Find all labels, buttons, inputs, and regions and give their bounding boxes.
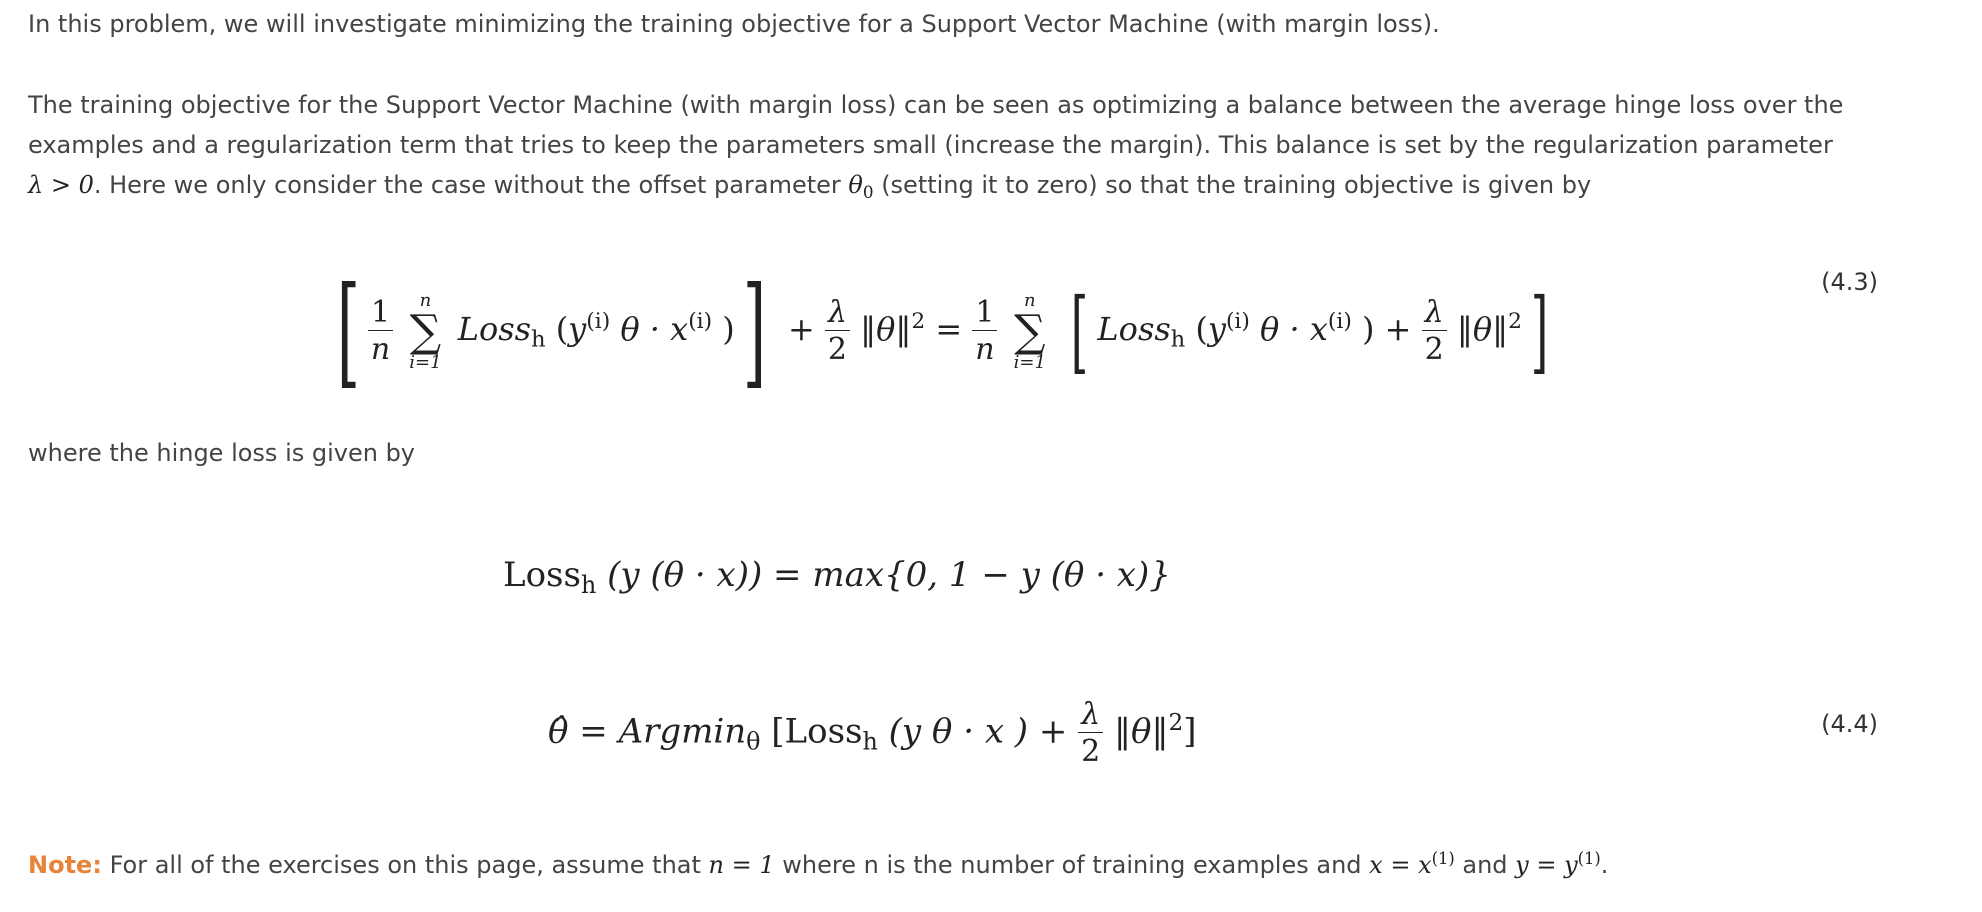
equation-number-4-4: (4.4): [1821, 710, 1878, 738]
fraction-lambda-over-2-rhs: $\frac{\lambda}{2}$: [1422, 298, 1447, 365]
fraction-lambda-over-2-eq44: $\frac{\lambda}{2}$: [1078, 700, 1103, 767]
loss-term-rhs: Loss$_h$: [1097, 310, 1186, 353]
hinge-intro-text: where the hinge loss is given by: [28, 439, 416, 467]
left-bracket-rhs: [: [1070, 279, 1089, 384]
equation-4-4: θ̂ = Argmin$_\theta$ [Loss$_h$ (y θ · x ) + $\frac{\lambda}{2}$ ‖θ‖$^2$]: [548, 697, 1197, 769]
intro-text: In this problem, we will investigate minimizing the training objective for a Support Vector Machine (with margin loss).: [28, 10, 1440, 38]
fraction-1-over-n: $\frac{1}{n}$: [368, 298, 393, 365]
loss-term: Loss$_h$: [457, 310, 546, 353]
right-bracket-rhs: ]: [1530, 279, 1549, 384]
norm-theta-rhs: ‖θ‖$^2$: [1456, 309, 1522, 348]
summation: n ∑ i=1: [409, 289, 442, 373]
hinge-loss-equation: Loss$_h$ (y (θ · x)) = max{0, 1 − y (θ · x)}: [503, 555, 1171, 600]
norm-theta: ‖θ‖$^2$: [860, 309, 926, 348]
equation-number-4-3: (4.3): [1821, 268, 1878, 296]
x-equals-x1: $x = x^{(1)}$: [1369, 849, 1455, 879]
left-bracket: [: [336, 262, 361, 401]
objective-paragraph: The training objective for the Support Vector Machine (with margin loss) can be seen as optimizing a balance between the average hinge loss over the examples and a regularization term that tries to keep the parameters small (increase the margin). This balance is set by the regularization parameter λ > 0. Here we only consider the case without the offset parameter $\theta_0$ (setting it to zero) so that the training objective is given by: [28, 91, 1844, 203]
note-paragraph: Note: For all of the exercises on this page, assume that n = 1 where n is the number of training examples and $x = x^{(1)}$ and $y = y^{(1)}$.: [28, 849, 1609, 879]
note-label: Note:: [28, 850, 102, 879]
lambda-condition: λ > 0: [28, 171, 94, 199]
summation-rhs: n ∑ i=1: [1013, 289, 1046, 373]
y-equals-y1: $y = y^{(1)}$: [1515, 849, 1601, 879]
fraction-lambda-over-2: $\frac{\lambda}{2}$: [825, 298, 850, 365]
right-bracket: ]: [742, 262, 767, 401]
n-equals-one: n = 1: [708, 850, 775, 879]
theta0-symbol: $\theta_0$: [848, 171, 874, 203]
equation-4-3: [ $\frac{1}{n}$ n ∑ i=1 Loss$_h$ ($y^{(i)}$ $\theta \cdot x^{(i)}$ ) ] + $\frac{\lambda}{2}$ ‖θ‖$^2$ = $\frac{1}{n}$ n ∑ i=1 [ Loss$_h$ ($y^{(i)}$ $\theta \cdot x^{(i)}$ ) + $\frac{\lambda}{2}$ ‖θ‖$^2$ ]: [336, 262, 1549, 401]
fraction-1-over-n-rhs: $\frac{1}{n}$: [972, 298, 997, 365]
